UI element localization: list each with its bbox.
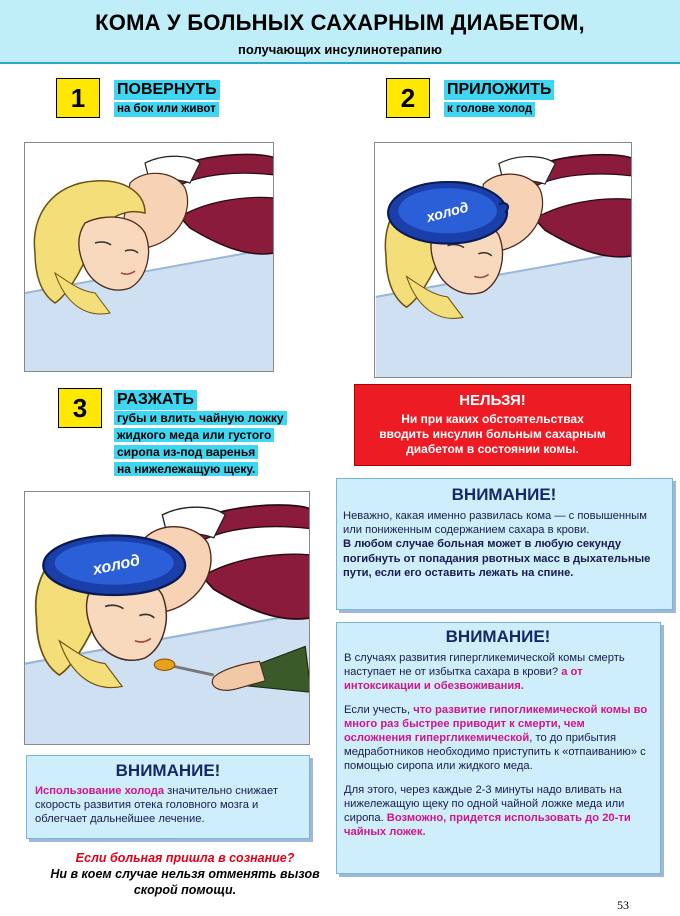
attention-1-title: ВНИМАНИЕ!: [451, 485, 557, 504]
attention-box-2: [336, 622, 661, 874]
attention-3-text: значительно снижает скорость развития отека головного мозга и облегчает дальнейшее лечение.: [35, 785, 278, 826]
step-2-number: 2: [386, 78, 430, 118]
attention-box-1: [336, 478, 673, 610]
step-1-title: ПОВЕРНУТЬ: [114, 80, 220, 100]
step-3-number: 3: [58, 388, 102, 428]
forbidden-title: НЕЛЬЗЯ!: [459, 392, 526, 409]
conscious-question: Если больная пришла в сознание?: [75, 851, 295, 865]
forbidden-line: Ни при каких обстоятельствах: [401, 412, 584, 426]
page-header: [0, 0, 680, 64]
attention-2-p1: В случаях развития гипергликемической комы смерть наступает не от избытка сахара в крови?: [344, 652, 625, 679]
ice-pack-label: холод: [424, 199, 471, 227]
attention-2-p2-end: , то до прибытия медработников необходимо приступить к «отпаиванию» с помощью сиропа или жидкого меда.: [344, 732, 646, 773]
attention-1-text: Неважно, какая именно развилась кома — с повышенным или пониженным содержанием сахара в крови.: [343, 510, 647, 537]
attention-2-title: ВНИМАНИЕ!: [445, 627, 551, 646]
attention-3-highlight: Использование холода: [35, 785, 165, 797]
step-1-subtitle: на бок или живот: [114, 102, 219, 117]
step-3-line: жидкого меда или густого: [114, 428, 274, 442]
illustration-turn-on-side: [24, 142, 274, 372]
conscious-answer: Ни в коем случае нельзя отменять вызов скорой помощи.: [50, 867, 320, 897]
page-subtitle: получающих инсулинотерапию: [237, 42, 443, 57]
step-3-description: [114, 410, 287, 478]
attention-box-3: [26, 755, 310, 839]
step-2-subtitle: к голове холод: [444, 102, 535, 117]
page-number: 53: [617, 898, 629, 912]
step-3-title: РАЗЖАТЬ: [114, 390, 197, 410]
step-3-line: губы и влить чайную ложку: [114, 411, 287, 425]
step-3-line: на нижележащую щеку.: [114, 462, 258, 476]
forbidden-line: вводить инсулин больным сахарным: [379, 427, 606, 441]
conscious-note: [40, 850, 330, 898]
attention-2-p2-highlight: что развитие гипогликемической комы во много раз быстрее приводит к смерти, чем осложнения гипергликемической: [344, 703, 648, 745]
attention-2-p3: Для этого, через каждые 2-3 минуты надо вливать на нижележащую щеку по одной чайной ложке меда или сиропа.: [344, 783, 625, 825]
forbidden-line: диабетом в состоянии комы.: [406, 442, 579, 456]
forbidden-box: [354, 384, 631, 466]
illustration-feed-honey: [24, 491, 310, 745]
step-2-title: ПРИЛОЖИТЬ: [444, 80, 554, 100]
step-1-number: 1: [56, 78, 100, 118]
step-3-line: сиропа из-под варенья: [114, 445, 258, 459]
page-title: КОМА У БОЛЬНЫХ САХАРНЫМ ДИАБЕТОМ,: [95, 10, 585, 35]
illustration-cold-to-head: [374, 142, 632, 378]
attention-2-p1-highlight: а от интоксикации и обезвоживания.: [344, 666, 583, 693]
attention-1-highlight: В любом случае больная может в любую секунду погибнуть от попадания рвотных масс в дыхательные пути, если его оставить лежать на спине.: [343, 538, 651, 579]
ice-pack-label: холод: [91, 552, 142, 579]
attention-3-title: ВНИМАНИЕ!: [115, 761, 221, 780]
attention-2-p3-highlight: Возможно, придется использовать до 20-ти чайных ложек.: [344, 812, 631, 839]
attention-2-p2-start: Если учесть,: [344, 703, 414, 716]
